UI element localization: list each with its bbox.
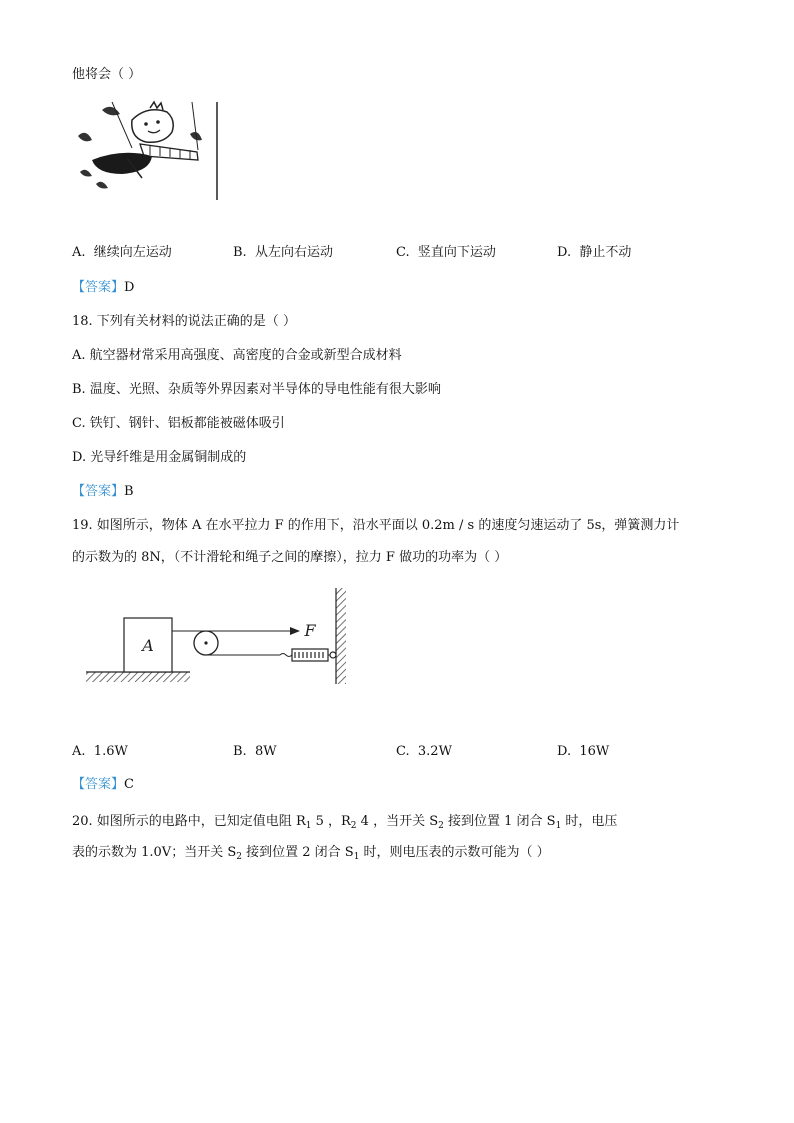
q17-option-b: B. 从左向右运动: [233, 245, 333, 260]
q17-option-a: A. 继续向左运动: [72, 245, 172, 260]
svg-text:A: A: [142, 636, 154, 655]
q19-option-a: A. 1.6W: [72, 744, 128, 759]
q19-answer: 【答案】C: [72, 777, 134, 792]
q18-option-a: A. 航空器材常采用高强度、高密度的合金或新型合成材料: [72, 348, 402, 363]
q17-option-c: C. 竖直向下运动: [396, 245, 496, 260]
swing-illustration: [72, 100, 220, 204]
q18-option-d: D. 光导纤维是用金属铜制成的: [72, 450, 247, 465]
q17-answer: 【答案】D: [72, 280, 135, 295]
q17-stem-tail: 他将会（ ）: [72, 67, 142, 82]
q19-option-d: D. 16W: [557, 744, 610, 759]
q18-answer: 【答案】B: [72, 484, 134, 499]
q18-option-b: B. 温度、光照、杂质等外界因素对半导体的导电性能有很大影响: [72, 382, 441, 397]
q19-option-b: B. 8W: [233, 744, 277, 759]
pulley-figure: [84, 584, 354, 688]
q18-stem: 18. 下列有关材料的说法正确的是（ ）: [72, 314, 296, 329]
q20-stem-line2: 表的示数为 1.0V；当开关 $S_2$ 接到位置 2 闭合 $S_1$ 时，则电压表的示数可能为（ ）: [72, 845, 550, 862]
svg-text:F: F: [304, 621, 316, 640]
q20-stem-line1: 20. 如图所示的电路中，已知定值电阻 $R_1$ 5 ，$R_2$ 4 ，当开关 $S_2$ 接到位置 1 闭合 $S_1$ 时，电压: [72, 814, 618, 831]
q19-stem-line2: 的示数为的 8N，（不计滑轮和绳子之间的摩擦），拉力 F 做功的功率为（ ）: [72, 550, 508, 565]
q17-option-d: D. 静止不动: [557, 245, 632, 260]
q19-stem-line1: 19. 如图所示，物体 A 在水平拉力 F 的作用下，沿水平面以 0.2m / s 的速度匀速运动了 5s，弹簧测力计: [72, 518, 680, 533]
q18-option-c: C. 铁钉、钢针、铝板都能被磁体吸引: [72, 416, 285, 431]
q19-option-c: C. 3.2W: [396, 744, 452, 759]
